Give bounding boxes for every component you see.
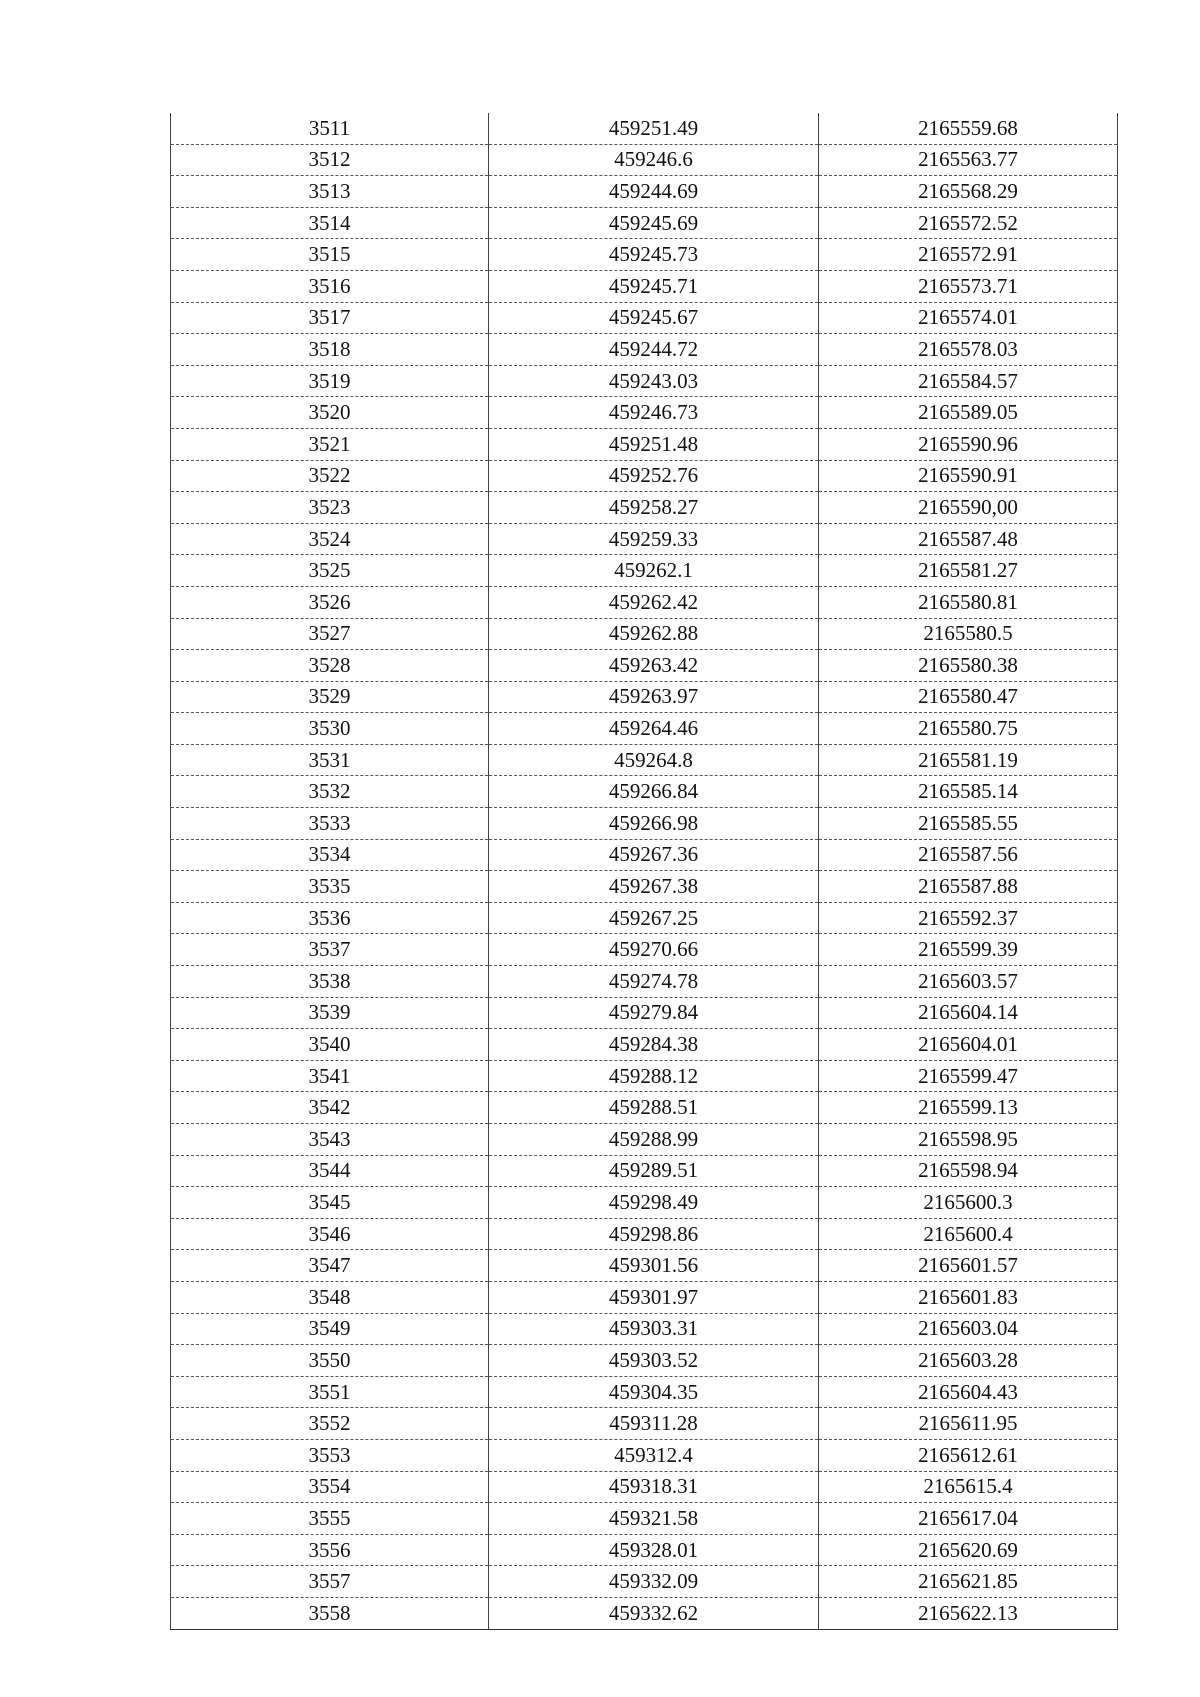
point-number-cell: 3524 <box>171 523 489 555</box>
point-number-cell: 3535 <box>171 871 489 903</box>
y-coordinate-cell: 2165580.81 <box>819 586 1118 618</box>
y-coordinate-cell: 2165601.83 <box>819 1281 1118 1313</box>
point-number-cell: 3521 <box>171 428 489 460</box>
table-row <box>171 207 1118 239</box>
x-coordinate-cell: 459266.84 <box>489 776 819 808</box>
point-number-cell: 3525 <box>171 555 489 587</box>
point-number-cell: 3520 <box>171 397 489 429</box>
point-number-cell: 3544 <box>171 1155 489 1187</box>
table-row <box>171 744 1118 776</box>
y-coordinate-cell: 2165584.57 <box>819 365 1118 397</box>
y-coordinate-cell: 2165580.5 <box>819 618 1118 650</box>
table-row <box>171 1439 1118 1471</box>
y-coordinate-cell: 2165603.04 <box>819 1313 1118 1345</box>
y-coordinate-cell: 2165578.03 <box>819 334 1118 366</box>
table-row <box>171 334 1118 366</box>
point-number-cell: 3531 <box>171 744 489 776</box>
point-number-cell: 3517 <box>171 302 489 334</box>
table-row <box>171 460 1118 492</box>
x-coordinate-cell: 459311.28 <box>489 1408 819 1440</box>
table-row <box>171 902 1118 934</box>
y-coordinate-cell: 2165617.04 <box>819 1503 1118 1535</box>
x-coordinate-cell: 459262.1 <box>489 555 819 587</box>
y-coordinate-cell: 2165598.95 <box>819 1124 1118 1156</box>
table-row <box>171 586 1118 618</box>
x-coordinate-cell: 459245.71 <box>489 270 819 302</box>
y-coordinate-cell: 2165581.27 <box>819 555 1118 587</box>
x-coordinate-cell: 459321.58 <box>489 1503 819 1535</box>
x-coordinate-cell: 459301.97 <box>489 1281 819 1313</box>
table-row <box>171 176 1118 208</box>
point-number-cell: 3540 <box>171 1029 489 1061</box>
point-number-cell: 3519 <box>171 365 489 397</box>
point-number-cell: 3532 <box>171 776 489 808</box>
table-row <box>171 270 1118 302</box>
table-row <box>171 1471 1118 1503</box>
table-row <box>171 492 1118 524</box>
table-row <box>171 1124 1118 1156</box>
y-coordinate-cell: 2165612.61 <box>819 1439 1118 1471</box>
point-number-cell: 3527 <box>171 618 489 650</box>
x-coordinate-cell: 459246.73 <box>489 397 819 429</box>
table-row <box>171 1534 1118 1566</box>
y-coordinate-cell: 2165587.56 <box>819 839 1118 871</box>
y-coordinate-cell: 2165604.01 <box>819 1029 1118 1061</box>
table-row <box>171 776 1118 808</box>
point-number-cell: 3557 <box>171 1566 489 1598</box>
y-coordinate-cell: 2165563.77 <box>819 144 1118 176</box>
x-coordinate-cell: 459243.03 <box>489 365 819 397</box>
table-row <box>171 1187 1118 1219</box>
y-coordinate-cell: 2165590,00 <box>819 492 1118 524</box>
table-row <box>171 144 1118 176</box>
table-row <box>171 966 1118 998</box>
point-number-cell: 3552 <box>171 1408 489 1440</box>
point-number-cell: 3553 <box>171 1439 489 1471</box>
point-number-cell: 3538 <box>171 966 489 998</box>
table-row <box>171 239 1118 271</box>
table-row <box>171 1566 1118 1598</box>
x-coordinate-cell: 459258.27 <box>489 492 819 524</box>
y-coordinate-cell: 2165581.19 <box>819 744 1118 776</box>
x-coordinate-cell: 459318.31 <box>489 1471 819 1503</box>
x-coordinate-cell: 459245.67 <box>489 302 819 334</box>
y-coordinate-cell: 2165615.4 <box>819 1471 1118 1503</box>
x-coordinate-cell: 459267.36 <box>489 839 819 871</box>
y-coordinate-cell: 2165568.29 <box>819 176 1118 208</box>
x-coordinate-cell: 459263.42 <box>489 650 819 682</box>
point-number-cell: 3522 <box>171 460 489 492</box>
x-coordinate-cell: 459284.38 <box>489 1029 819 1061</box>
table-row <box>171 681 1118 713</box>
table-row <box>171 1155 1118 1187</box>
table-row <box>171 113 1118 144</box>
y-coordinate-cell: 2165580.75 <box>819 713 1118 745</box>
x-coordinate-cell: 459244.69 <box>489 176 819 208</box>
x-coordinate-cell: 459263.97 <box>489 681 819 713</box>
table-row <box>171 839 1118 871</box>
x-coordinate-cell: 459332.09 <box>489 1566 819 1598</box>
x-coordinate-cell: 459289.51 <box>489 1155 819 1187</box>
point-number-cell: 3523 <box>171 492 489 524</box>
point-number-cell: 3550 <box>171 1345 489 1377</box>
x-coordinate-cell: 459251.49 <box>489 113 819 144</box>
y-coordinate-cell: 2165580.38 <box>819 650 1118 682</box>
y-coordinate-cell: 2165599.13 <box>819 1092 1118 1124</box>
y-coordinate-cell: 2165622.13 <box>819 1597 1118 1629</box>
x-coordinate-cell: 459245.73 <box>489 239 819 271</box>
table-row <box>171 713 1118 745</box>
table-row <box>171 650 1118 682</box>
point-number-cell: 3514 <box>171 207 489 239</box>
y-coordinate-cell: 2165559.68 <box>819 113 1118 144</box>
point-number-cell: 3545 <box>171 1187 489 1219</box>
x-coordinate-cell: 459312.4 <box>489 1439 819 1471</box>
point-number-cell: 3542 <box>171 1092 489 1124</box>
point-number-cell: 3536 <box>171 902 489 934</box>
x-coordinate-cell: 459245.69 <box>489 207 819 239</box>
point-number-cell: 3539 <box>171 997 489 1029</box>
x-coordinate-cell: 459301.56 <box>489 1250 819 1282</box>
point-number-cell: 3515 <box>171 239 489 271</box>
point-number-cell: 3537 <box>171 934 489 966</box>
table-row <box>171 1376 1118 1408</box>
x-coordinate-cell: 459259.33 <box>489 523 819 555</box>
x-coordinate-cell: 459288.99 <box>489 1124 819 1156</box>
table-row <box>171 555 1118 587</box>
y-coordinate-cell: 2165585.14 <box>819 776 1118 808</box>
x-coordinate-cell: 459266.98 <box>489 808 819 840</box>
table-row <box>171 523 1118 555</box>
point-number-cell: 3534 <box>171 839 489 871</box>
table-row <box>171 365 1118 397</box>
x-coordinate-cell: 459303.31 <box>489 1313 819 1345</box>
x-coordinate-cell: 459288.51 <box>489 1092 819 1124</box>
x-coordinate-cell: 459264.46 <box>489 713 819 745</box>
y-coordinate-cell: 2165604.14 <box>819 997 1118 1029</box>
y-coordinate-cell: 2165603.28 <box>819 1345 1118 1377</box>
y-coordinate-cell: 2165587.48 <box>819 523 1118 555</box>
y-coordinate-cell: 2165611.95 <box>819 1408 1118 1440</box>
table-row <box>171 618 1118 650</box>
y-coordinate-cell: 2165599.39 <box>819 934 1118 966</box>
y-coordinate-cell: 2165572.52 <box>819 207 1118 239</box>
x-coordinate-cell: 459270.66 <box>489 934 819 966</box>
y-coordinate-cell: 2165573.71 <box>819 270 1118 302</box>
table-row <box>171 1060 1118 1092</box>
point-number-cell: 3530 <box>171 713 489 745</box>
x-coordinate-cell: 459246.6 <box>489 144 819 176</box>
point-number-cell: 3546 <box>171 1218 489 1250</box>
point-number-cell: 3541 <box>171 1060 489 1092</box>
table-row <box>171 1503 1118 1535</box>
x-coordinate-cell: 459264.8 <box>489 744 819 776</box>
coordinates-table-body <box>171 113 1118 1629</box>
point-number-cell: 3512 <box>171 144 489 176</box>
point-number-cell: 3528 <box>171 650 489 682</box>
y-coordinate-cell: 2165621.85 <box>819 1566 1118 1598</box>
y-coordinate-cell: 2165580.47 <box>819 681 1118 713</box>
x-coordinate-cell: 459267.25 <box>489 902 819 934</box>
x-coordinate-cell: 459274.78 <box>489 966 819 998</box>
x-coordinate-cell: 459279.84 <box>489 997 819 1029</box>
x-coordinate-cell: 459288.12 <box>489 1060 819 1092</box>
point-number-cell: 3543 <box>171 1124 489 1156</box>
table-row <box>171 1597 1118 1629</box>
point-number-cell: 3558 <box>171 1597 489 1629</box>
y-coordinate-cell: 2165590.96 <box>819 428 1118 460</box>
point-number-cell: 3518 <box>171 334 489 366</box>
table-row <box>171 1092 1118 1124</box>
x-coordinate-cell: 459304.35 <box>489 1376 819 1408</box>
point-number-cell: 3511 <box>171 113 489 144</box>
y-coordinate-cell: 2165590.91 <box>819 460 1118 492</box>
x-coordinate-cell: 459262.42 <box>489 586 819 618</box>
y-coordinate-cell: 2165603.57 <box>819 966 1118 998</box>
table-row <box>171 1345 1118 1377</box>
x-coordinate-cell: 459332.62 <box>489 1597 819 1629</box>
y-coordinate-cell: 2165598.94 <box>819 1155 1118 1187</box>
table-row <box>171 1281 1118 1313</box>
x-coordinate-cell: 459244.72 <box>489 334 819 366</box>
point-number-cell: 3533 <box>171 808 489 840</box>
y-coordinate-cell: 2165589.05 <box>819 397 1118 429</box>
point-number-cell: 3549 <box>171 1313 489 1345</box>
point-number-cell: 3513 <box>171 176 489 208</box>
table-row <box>171 1029 1118 1061</box>
y-coordinate-cell: 2165592.37 <box>819 902 1118 934</box>
table-row <box>171 997 1118 1029</box>
y-coordinate-cell: 2165574.01 <box>819 302 1118 334</box>
table-row <box>171 397 1118 429</box>
table-row <box>171 302 1118 334</box>
x-coordinate-cell: 459303.52 <box>489 1345 819 1377</box>
table-row <box>171 1313 1118 1345</box>
coordinates-table <box>170 113 1118 1630</box>
point-number-cell: 3529 <box>171 681 489 713</box>
table-row <box>171 934 1118 966</box>
point-number-cell: 3551 <box>171 1376 489 1408</box>
x-coordinate-cell: 459252.76 <box>489 460 819 492</box>
y-coordinate-cell: 2165585.55 <box>819 808 1118 840</box>
point-number-cell: 3526 <box>171 586 489 618</box>
y-coordinate-cell: 2165604.43 <box>819 1376 1118 1408</box>
x-coordinate-cell: 459328.01 <box>489 1534 819 1566</box>
x-coordinate-cell: 459298.49 <box>489 1187 819 1219</box>
point-number-cell: 3548 <box>171 1281 489 1313</box>
y-coordinate-cell: 2165587.88 <box>819 871 1118 903</box>
x-coordinate-cell: 459298.86 <box>489 1218 819 1250</box>
table-row <box>171 871 1118 903</box>
x-coordinate-cell: 459267.38 <box>489 871 819 903</box>
point-number-cell: 3547 <box>171 1250 489 1282</box>
table-row <box>171 1250 1118 1282</box>
y-coordinate-cell: 2165572.91 <box>819 239 1118 271</box>
y-coordinate-cell: 2165600.3 <box>819 1187 1118 1219</box>
x-coordinate-cell: 459262.88 <box>489 618 819 650</box>
point-number-cell: 3516 <box>171 270 489 302</box>
point-number-cell: 3554 <box>171 1471 489 1503</box>
y-coordinate-cell: 2165620.69 <box>819 1534 1118 1566</box>
point-number-cell: 3556 <box>171 1534 489 1566</box>
y-coordinate-cell: 2165601.57 <box>819 1250 1118 1282</box>
table-row <box>171 428 1118 460</box>
y-coordinate-cell: 2165599.47 <box>819 1060 1118 1092</box>
table-row <box>171 1408 1118 1440</box>
x-coordinate-cell: 459251.48 <box>489 428 819 460</box>
table-row <box>171 808 1118 840</box>
table-row <box>171 1218 1118 1250</box>
point-number-cell: 3555 <box>171 1503 489 1535</box>
y-coordinate-cell: 2165600.4 <box>819 1218 1118 1250</box>
